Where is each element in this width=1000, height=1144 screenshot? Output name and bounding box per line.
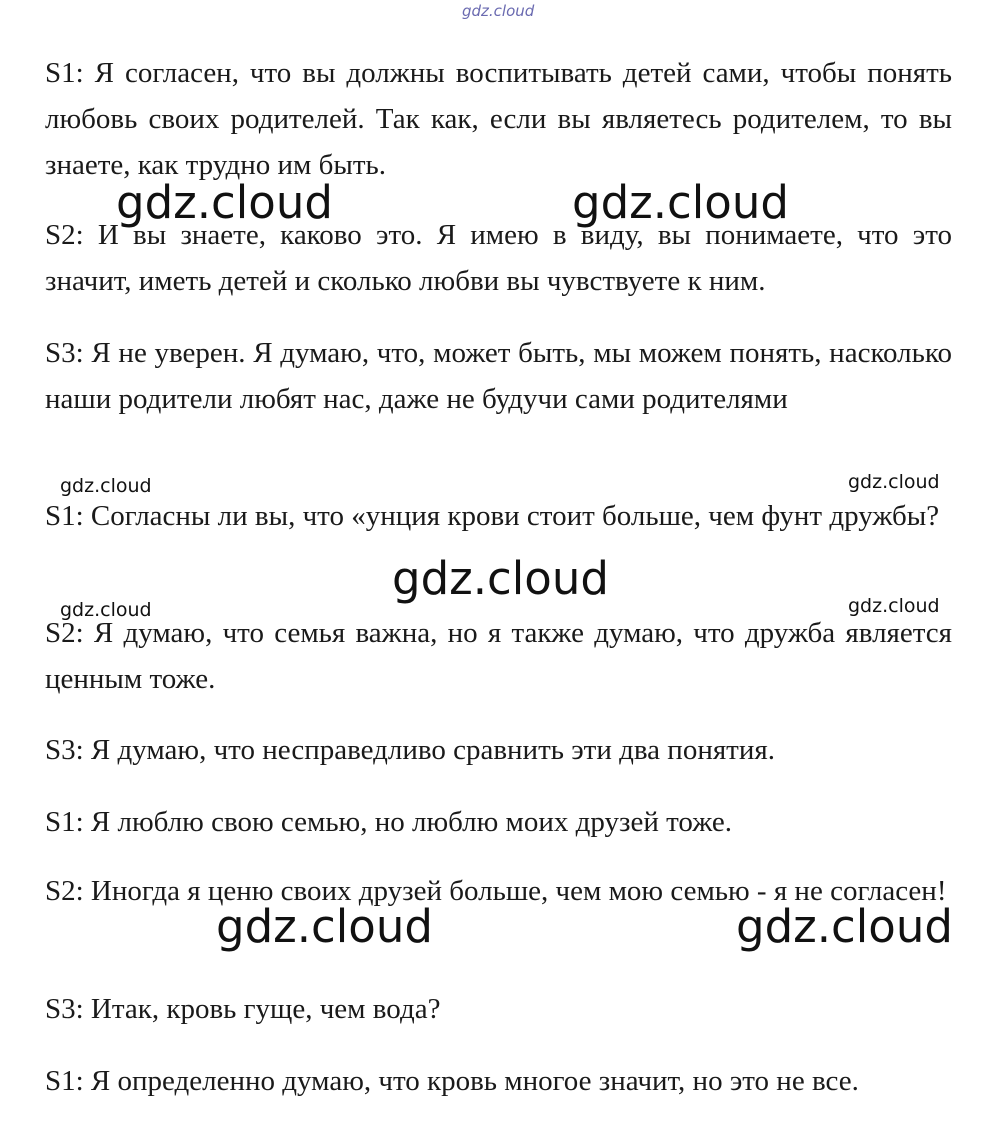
watermark-small-3: gdz.cloud (60, 599, 152, 621)
dialogue-paragraph-5: S2: Я думаю, что семья важна, но я также думаю, что дружба является ценным тоже. (45, 617, 952, 695)
watermark-small-2: gdz.cloud (848, 471, 940, 493)
dialogue-paragraph-2: S2: И вы знаете, каково это. Я имею в виду, вы понимаете, что это значит, иметь детей и сколько любви вы чувствуете к ним. (45, 219, 952, 297)
watermark-big-4: gdz.cloud (216, 900, 433, 953)
dialogue-paragraph-10: S1: Я определенно думаю, что кровь многое значит, но это не все. (45, 1065, 859, 1097)
watermark-big-5: gdz.cloud (736, 900, 953, 953)
watermark-big-3: gdz.cloud (392, 552, 609, 605)
watermark-big-2: gdz.cloud (572, 176, 789, 229)
dialogue-paragraph-9: S3: Итак, кровь гуще, чем вода? (45, 993, 441, 1025)
watermark-small-1: gdz.cloud (60, 475, 152, 497)
dialogue-paragraph-8: S2: Иногда я ценю своих друзей больше, чем мою семью - я не согласен! (45, 875, 947, 907)
watermark-top: gdz.cloud (462, 2, 535, 20)
watermark-big-1: gdz.cloud (116, 176, 333, 229)
dialogue-paragraph-6: S3: Я думаю, что несправедливо сравнить эти два понятия. (45, 734, 775, 766)
dialogue-paragraph-4: S1: Согласны ли вы, что «унция крови стоит больше, чем фунт дружбы? (45, 500, 940, 532)
dialogue-paragraph-7: S1: Я люблю свою семью, но люблю моих друзей тоже. (45, 806, 732, 838)
dialogue-paragraph-1: S1: Я согласен, что вы должны воспитывать детей сами, чтобы понять любовь своих родителей. Так как, если вы являетесь родителем, то вы знаете, как трудно им быть. (45, 57, 952, 181)
watermark-small-4: gdz.cloud (848, 595, 940, 617)
dialogue-paragraph-3: S3: Я не уверен. Я думаю, что, может быть, мы можем понять, насколько наши родители любят нас, даже не будучи сами родителями (45, 337, 952, 415)
